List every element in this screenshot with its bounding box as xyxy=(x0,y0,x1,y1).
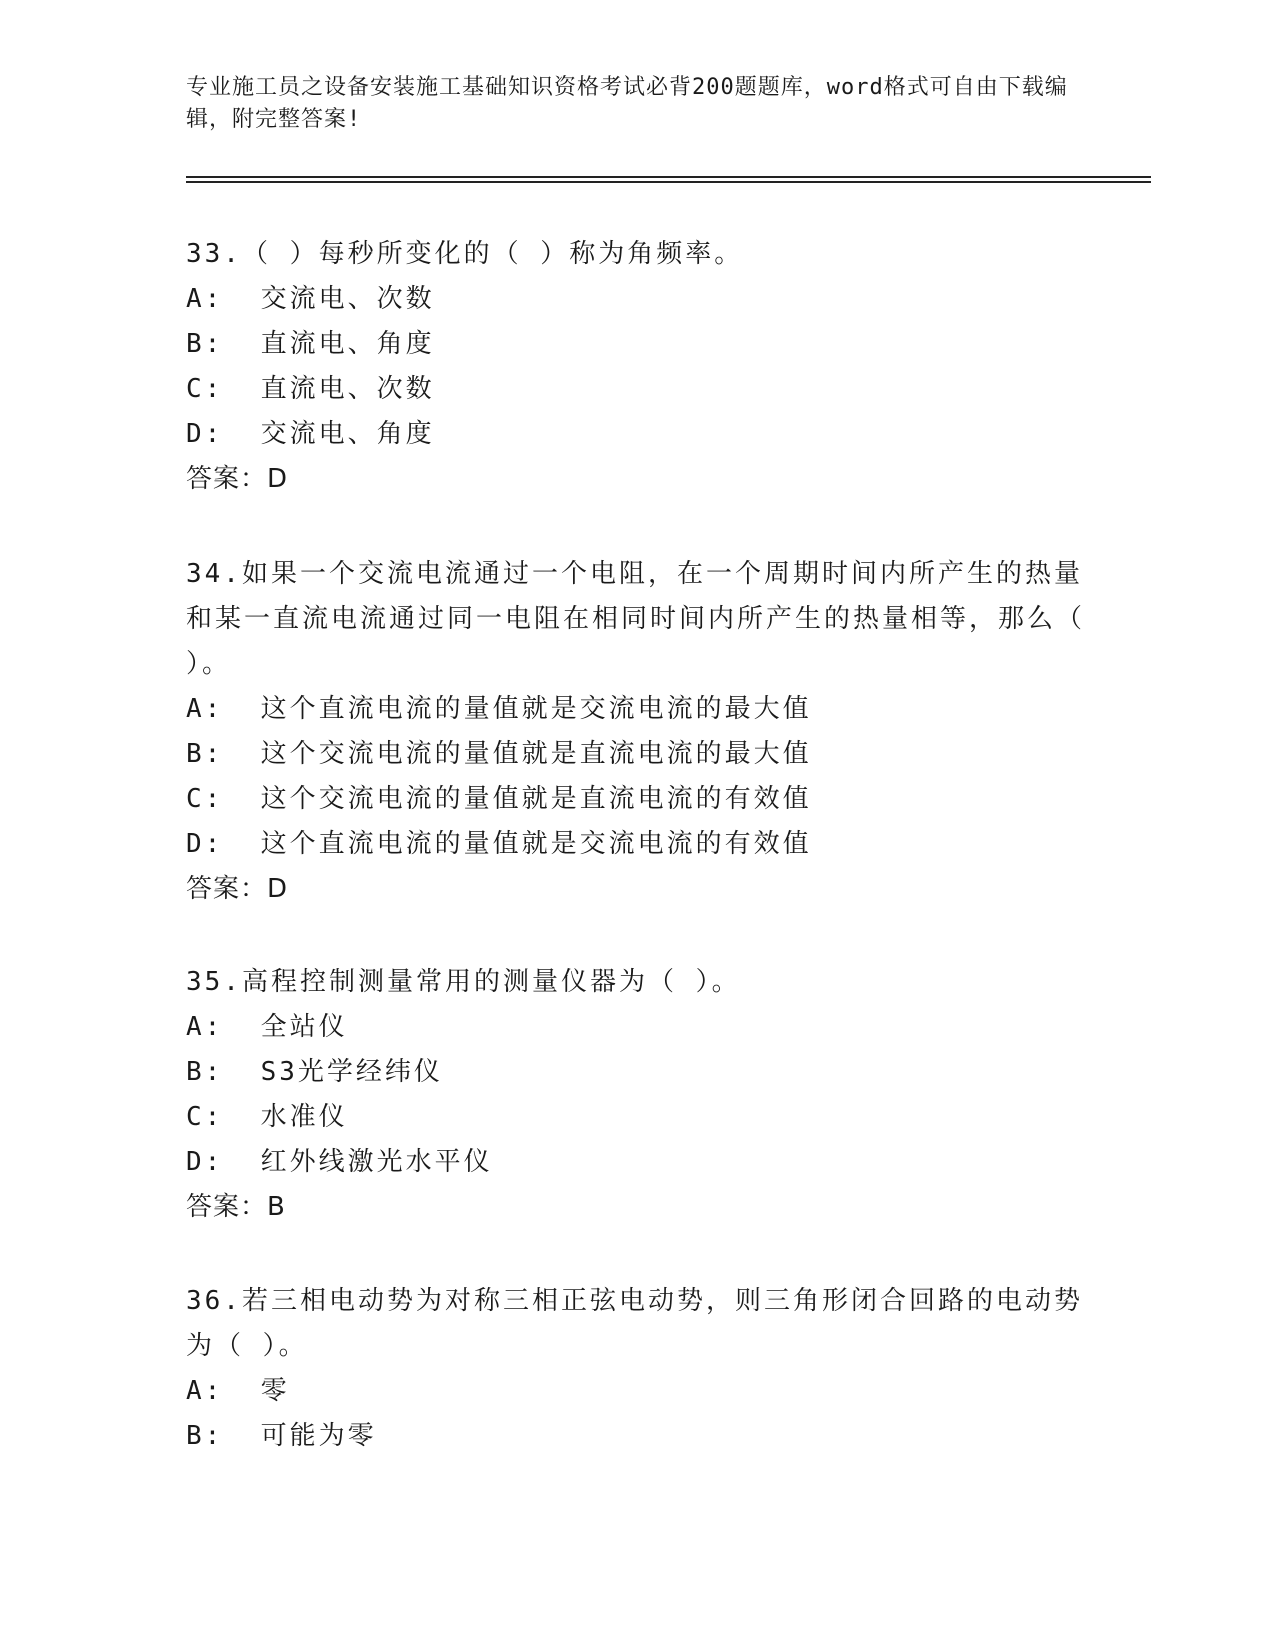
answer: 答案：D xyxy=(186,464,289,494)
option-c: C: 直流电、次数 xyxy=(186,374,435,404)
question-text: 36.若三相电动势为对称三相正弦电动势，则三角形闭合回路的电动势为（ ）。 xyxy=(186,1286,1083,1361)
option-d: D: 这个直流电流的量值就是交流电流的有效值 xyxy=(186,829,812,859)
question-text: 33.（ ）每秒所变化的（ ）称为角频率。 xyxy=(186,239,744,269)
header-divider-top xyxy=(186,176,1151,178)
option-d: D: 交流电、角度 xyxy=(186,419,435,449)
option-a: A: 这个直流电流的量值就是交流电流的最大值 xyxy=(186,694,812,724)
question-33 xyxy=(186,232,1086,502)
option-d: D: 红外线激光水平仪 xyxy=(186,1147,493,1177)
answer: 答案：B xyxy=(186,1192,286,1222)
option-a: A: 零 xyxy=(186,1376,290,1406)
option-b: B: 直流电、角度 xyxy=(186,329,435,359)
option-a: A: 全站仪 xyxy=(186,1012,348,1042)
option-c: C: 水准仪 xyxy=(186,1102,348,1132)
header-divider-bottom xyxy=(186,181,1151,183)
question-text: 34.如果一个交流电流通过一个电阻，在一个周期时间内所产生的热量和某一直流电流通过同一电阻在相同时间内所产生的热量相等，那么（ ）。 xyxy=(186,559,1104,679)
document-title: 专业施工员之设备安装施工基础知识资格考试必背200题题库，word格式可自由下载编辑，附完整答案! xyxy=(186,75,1068,132)
option-b: B: 这个交流电流的量值就是直流电流的最大值 xyxy=(186,739,812,769)
question-text: 35.高程控制测量常用的测量仪器为（ ）。 xyxy=(186,967,741,997)
question-36 xyxy=(186,1279,1086,1459)
option-b: B: S3光学经纬仪 xyxy=(186,1057,443,1087)
option-b: B: 可能为零 xyxy=(186,1421,377,1451)
option-a: A: 交流电、次数 xyxy=(186,284,435,314)
answer: 答案：D xyxy=(186,874,289,904)
option-c: C: 这个交流电流的量值就是直流电流的有效值 xyxy=(186,784,812,814)
question-35 xyxy=(186,960,1086,1230)
question-34 xyxy=(186,552,1104,912)
